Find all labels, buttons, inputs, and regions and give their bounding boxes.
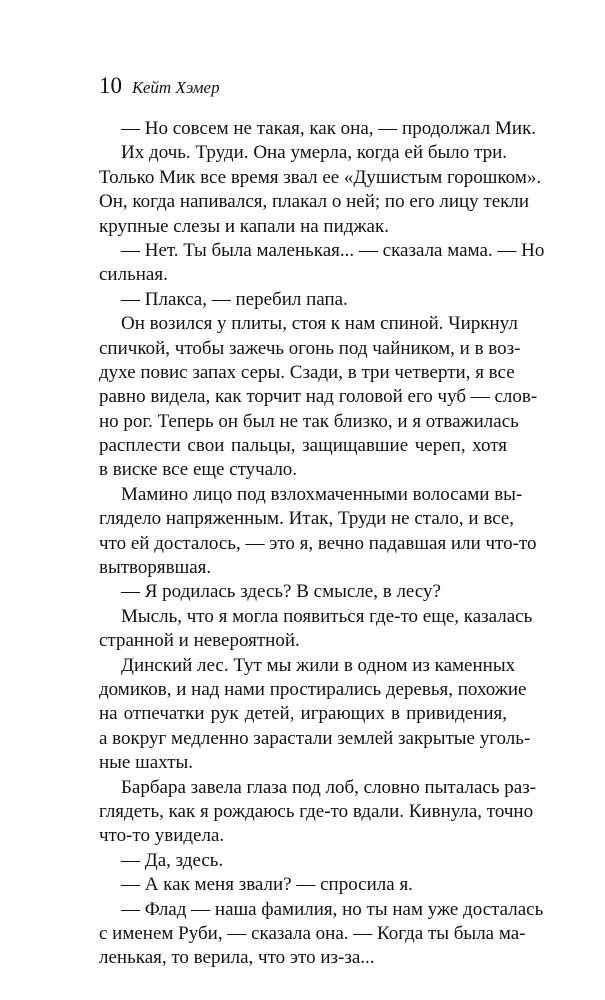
text-line: глядеть, как я рождаюсь где-то вдали. Кивнула, точно [99, 800, 534, 822]
text-line: на отпечатки рук детей, играющих в привидения, [99, 703, 507, 725]
author-name: Кейт Хэмер [132, 78, 220, 97]
text-line: Мамино лицо под взлохмаченными волосами вы- [121, 483, 523, 505]
running-head [99, 71, 220, 101]
text-line: — Плакса, — перебил папа. [121, 288, 348, 310]
text-line: Он, когда напивался, плакал о ней; по его лицу текли [99, 191, 530, 213]
text-line: но рог. Теперь он был не так близко, и я отважилась [99, 410, 519, 432]
text-line: вытворявшая. [99, 557, 212, 579]
text-line: — А как меня звали? — спросила я. [121, 874, 413, 896]
text-line: — Да, здесь. [121, 849, 224, 871]
text-line: крупные слезы и капали на пиджак. [99, 215, 389, 237]
text-line: глядело напряженным. Итак, Труди не стало, и все, [99, 508, 515, 530]
text-line: ные шахты. [99, 752, 194, 774]
text-line: домиков, и над нами простирались деревья, похожие [99, 678, 527, 700]
text-line: Их дочь. Труди. Она умерла, когда ей было три. [121, 142, 507, 164]
text-line: — Я родилась здесь? В смысле, в лесу? [121, 581, 441, 603]
text-line: духе повис запах серы. Сзади, в три четверти, я все [99, 361, 515, 383]
text-line: а вокруг медленно зарастали землей закрытые уголь- [99, 727, 531, 749]
text-line: — Флад — наша фамилия, но ты нам уже досталась [121, 898, 544, 920]
page-number: 10 [99, 73, 122, 98]
body-text [99, 117, 545, 971]
text-line: спичкой, чтобы зажечь огонь под чайником, и в воз- [99, 337, 521, 359]
text-line: Барбара завела глаза под лоб, словно пыталась раз- [121, 776, 537, 798]
text-line: что ей досталось, — это я, вечно падавшая или что-то [99, 532, 537, 554]
text-line: — Но совсем не такая, как она, — продолжал Мик. [121, 118, 537, 139]
text-line: расплести свои пальцы, защищавшие череп, хотя [99, 435, 507, 457]
text-line: Он возился у плиты, стоя к нам спиной. Чиркнул [121, 313, 518, 335]
text-line: в виске все еще стучало. [99, 459, 298, 481]
text-line: сильная. [99, 264, 168, 286]
text-line: равно видела, как торчит над головой его чуб — слов- [99, 386, 538, 408]
text-line: что-то увидела. [99, 825, 225, 847]
text-line: странной и невероятной. [99, 630, 300, 652]
text-line: ленькая, то верила, что это из-за... [99, 947, 375, 969]
text-line: — Нет. Ты была маленькая... — сказала мама. — Но [121, 239, 545, 261]
text-line: Только Мик все время звал ее «Душистым горошком». [99, 166, 542, 188]
text-line: Мысль, что я могла появиться где-то еще, казалась [121, 605, 533, 627]
text-line: Динский лес. Тут мы жили в одном из каменных [121, 654, 516, 676]
text-line: с именем Руби, — сказала она. — Когда ты была ма- [99, 922, 526, 944]
